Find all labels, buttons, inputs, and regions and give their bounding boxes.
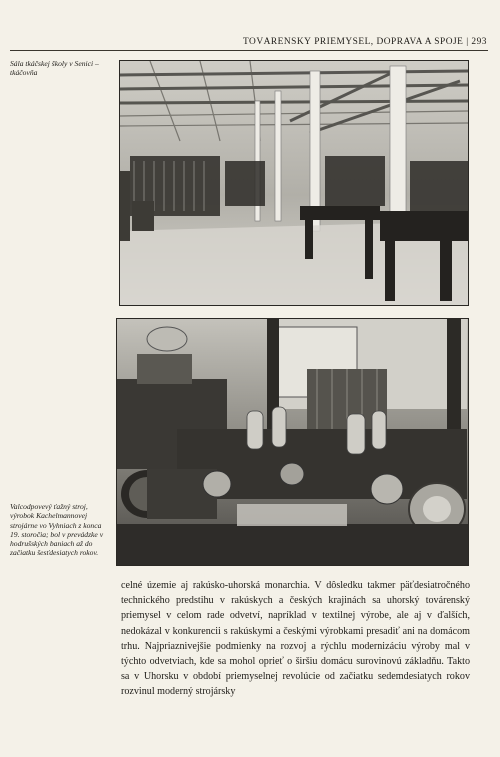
photo-winding-engine (116, 318, 469, 566)
header-rule (10, 50, 488, 51)
body-text (121, 578, 470, 700)
body-paragraph: celné územie aj rakúsko-uhorská monarchia. V dôsledku takmer päťdesiatročného technického predstihu v rakúskych a českých krajinách sa uhorský továrenský priemysel v celom rade odvetví, napríklad v textilnej výrobe, ale aj v ďalších, nedokázal v konkurencii s rakúskymi a českými výrobkami presadiť ani na domácom trhu. Najpriaznivejšie podmienky na rozvoj a rýchlu modernizáciu výroby mal v týchto odvetviach, kde sa mohol oprieť o širšiu domácu surovinovú základňu. Takto sa v Uhorsku v období priemyselnej revolúcie od začiatku sedemdesiatych rokov rozvinul moderný strojársky (121, 580, 470, 698)
caption-top: Sála tkáčskej školy v Senici – tkáčovňa (10, 59, 99, 78)
page-header: TOVÁRENSKÝ PRIEMYSEL, DOPRAVA A SPOJE | 293 (243, 37, 487, 47)
photo-weaving-hall (119, 60, 469, 306)
caption-bottom: Valcodpovevý ťažný stroj, výrobok Kachelmannovej strojárne vo Vyhniach z konca 19. storočia; bol v prevádzke v hodrušských baniach až do začiatku šesťdesiatych rokov. (10, 502, 104, 558)
